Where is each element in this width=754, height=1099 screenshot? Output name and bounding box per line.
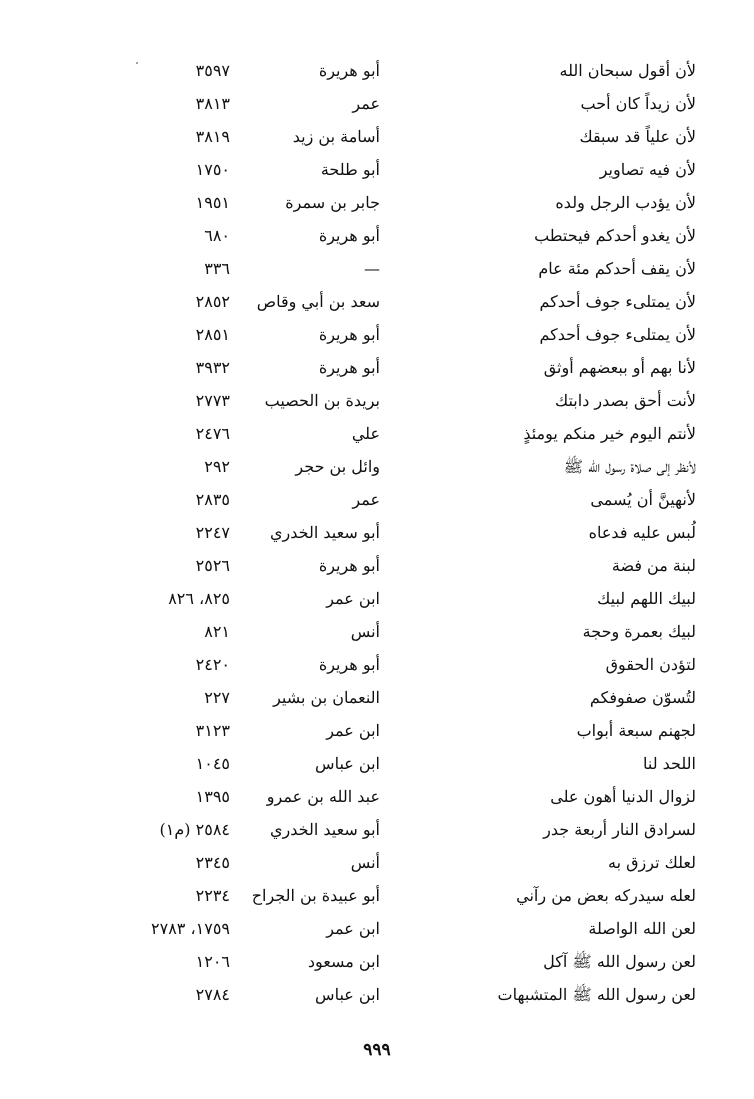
index-row xyxy=(130,945,696,978)
index-row xyxy=(130,549,696,582)
hadith-opening-text: لبنة من فضة xyxy=(611,556,696,575)
hadith-opening-text: لسرادق النار أربعة جدر xyxy=(543,820,696,839)
narrator-name: أسامة بن زيد xyxy=(292,127,380,146)
index-row xyxy=(130,252,696,285)
hadith-opening-text: لعن رسول الله ﷺ آكل xyxy=(543,952,696,971)
narrator-name: أبو سعيد الخدري xyxy=(270,523,380,542)
hadith-opening-text: لعن الله الواصلة xyxy=(588,919,696,938)
index-row xyxy=(130,186,696,219)
narrator-name: جابر بن سمرة xyxy=(285,193,380,212)
narrator-name: أبو هريرة xyxy=(318,556,380,575)
index-row xyxy=(130,417,696,450)
index-row xyxy=(130,54,696,87)
hadith-number: ١٠٤٥ xyxy=(195,754,230,773)
hadith-number: ١٧٥٠ xyxy=(195,160,230,179)
hadith-number: ٢٢٧ xyxy=(204,688,230,707)
narrator-name: ابن مسعود xyxy=(307,952,380,971)
narrator-name: عبد الله بن عمرو xyxy=(266,787,380,806)
hadith-opening-text: لُبس عليه فدعاه xyxy=(588,523,696,542)
index-row xyxy=(130,219,696,252)
narrator-name: — xyxy=(364,259,380,278)
hadith-opening-text: لأنظر إلى صلاة رسول الله ﷺ xyxy=(563,457,696,476)
hadith-opening-text: لبيك بعمرة وحجة xyxy=(582,622,696,641)
hadith-opening-text: لأن فيه تصاوير xyxy=(599,160,696,179)
index-row xyxy=(130,747,696,780)
hadith-number: ١٢٠٦ xyxy=(195,952,230,971)
narrator-name: ابن عمر xyxy=(326,589,380,608)
narrator-name: ابن عمر xyxy=(326,919,380,938)
index-row xyxy=(130,648,696,681)
narrator-name: أبو عبيدة بن الجراح xyxy=(251,886,380,905)
index-row xyxy=(130,912,696,945)
page-number: ٩٩٩ xyxy=(363,1040,391,1060)
hadith-number: ٢٥٢٦ xyxy=(195,556,230,575)
hadith-opening-text: لأنا بهم أو ببعضهم أوثق xyxy=(543,358,696,377)
hadith-opening-text: لبيك اللهم لبيك xyxy=(597,589,696,608)
narrator-name: ابن عمر xyxy=(326,721,380,740)
hadith-opening-text: لتُسوّن صفوفكم xyxy=(589,688,696,707)
narrator-name: أبو سعيد الخدري xyxy=(270,820,380,839)
hadith-number: ٢٤٧٦ xyxy=(195,424,230,443)
hadith-number: ٨٢١ xyxy=(204,622,230,641)
index-row xyxy=(130,483,696,516)
narrator-name: بريدة بن الحصيب xyxy=(264,391,380,410)
hadith-number: ٨٢٥، ٨٢٦ xyxy=(168,589,230,608)
index-row xyxy=(130,87,696,120)
index-row xyxy=(130,153,696,186)
index-row xyxy=(130,681,696,714)
narrator-name: عمر xyxy=(352,490,380,509)
narrator-name: وائل بن حجر xyxy=(295,457,380,476)
hadith-opening-text: لأن يمتلىء جوف أحدكم xyxy=(539,292,696,311)
index-row xyxy=(130,285,696,318)
hadith-number: ٣١٢٣ xyxy=(195,721,230,740)
hadith-number: ٢٨٥٢ xyxy=(195,292,230,311)
hadith-opening-text: لأن زيداً كان أحب xyxy=(580,94,696,113)
index-row xyxy=(130,450,696,483)
hadith-number: ٢٤٢٠ xyxy=(195,655,230,674)
hadith-number: ٢٢٤٧ xyxy=(195,523,230,542)
hadith-opening-text: لجهنم سبعة أبواب xyxy=(576,721,696,740)
index-row xyxy=(130,384,696,417)
hadith-opening-text: لزوال الدنيا أهون على xyxy=(550,787,696,806)
hadith-opening-text: لأنهينَّ أن يُسمى xyxy=(590,490,696,509)
narrator-name: أبو هريرة xyxy=(318,226,380,245)
hadith-number: ٣٨١٣ xyxy=(195,94,230,113)
index-row xyxy=(130,120,696,153)
index-row xyxy=(130,780,696,813)
hadith-number: ١٩٥١ xyxy=(195,193,230,212)
index-row xyxy=(130,978,696,1011)
narrator-name: أبو طلحة xyxy=(320,160,380,179)
hadith-number: ٢٢٣٤ xyxy=(195,886,230,905)
hadith-number: ٢٨٣٥ xyxy=(195,490,230,509)
hadith-number: ٣٩٣٢ xyxy=(195,358,230,377)
hadith-opening-text: لأن يغدو أحدكم فيحتطب xyxy=(534,226,696,245)
hadith-number: ٢٣٤٥ xyxy=(195,853,230,872)
hadith-opening-text: لعله سيدركه بعض من رآني xyxy=(516,886,696,905)
hadith-opening-text: لأنت أحق بصدر دابتك xyxy=(554,391,696,410)
narrator-name: سعد بن أبي وقاص xyxy=(256,292,380,311)
hadith-number: ١٣٩٥ xyxy=(195,787,230,806)
hadith-opening-text: لأن يمتلىء جوف أحدكم xyxy=(539,325,696,344)
narrator-name: أبو هريرة xyxy=(318,655,380,674)
hadith-number: ٣٥٩٧ xyxy=(195,61,230,80)
hadith-opening-text: اللحد لنا xyxy=(642,754,696,773)
hadith-number: ٢٩٢ xyxy=(204,457,230,476)
narrator-name: أنس xyxy=(350,853,380,872)
index-row xyxy=(130,351,696,384)
index-row xyxy=(130,318,696,351)
narrator-name: أبو هريرة xyxy=(318,325,380,344)
hadith-opening-text: لعن رسول الله ﷺ المتشبهات xyxy=(497,985,696,1004)
hadith-opening-text: لأنتم اليوم خير منكم يومئذٍ xyxy=(523,424,696,443)
hadith-number: ٢٥٨٤ (م١) xyxy=(159,820,230,839)
hadith-number: ٦٨٠ xyxy=(204,226,230,245)
hadith-number: ٣٣٦ xyxy=(204,259,230,278)
hadith-number: ٢٨٥١ xyxy=(195,325,230,344)
index-row xyxy=(130,516,696,549)
narrator-name: أبو هريرة xyxy=(318,61,380,80)
index-row xyxy=(130,714,696,747)
index-row xyxy=(130,879,696,912)
hadith-opening-text: لعلك ترزق به xyxy=(608,853,696,872)
narrator-name: أبو هريرة xyxy=(318,358,380,377)
index-row xyxy=(130,813,696,846)
narrator-name: أنس xyxy=(350,622,380,641)
index-row xyxy=(130,582,696,615)
narrator-name: ابن عباس xyxy=(315,985,380,1004)
hadith-opening-text: لأن علياً قد سبقك xyxy=(579,127,696,146)
hadith-number: ٣٨١٩ xyxy=(195,127,230,146)
hadith-opening-text: لأن يؤدب الرجل ولده xyxy=(555,193,696,212)
hadith-opening-text: لأن يقف أحدكم مئة عام xyxy=(538,259,696,278)
narrator-name: عمر xyxy=(352,94,380,113)
hadith-opening-text: لتؤدن الحقوق xyxy=(605,655,696,674)
hadith-index-table xyxy=(130,54,696,1011)
narrator-name: علي xyxy=(351,424,380,443)
index-row xyxy=(130,846,696,879)
index-row xyxy=(130,615,696,648)
narrator-name: النعمان بن بشير xyxy=(273,688,380,707)
narrator-name: ابن عباس xyxy=(315,754,380,773)
hadith-number: ٢٧٧٣ xyxy=(195,391,230,410)
hadith-opening-text: لأن أقول سبحان الله xyxy=(559,61,696,80)
hadith-number: ١٧٥٩، ٢٧٨٣ xyxy=(151,919,230,938)
hadith-number: ٢٧٨٤ xyxy=(195,985,230,1004)
